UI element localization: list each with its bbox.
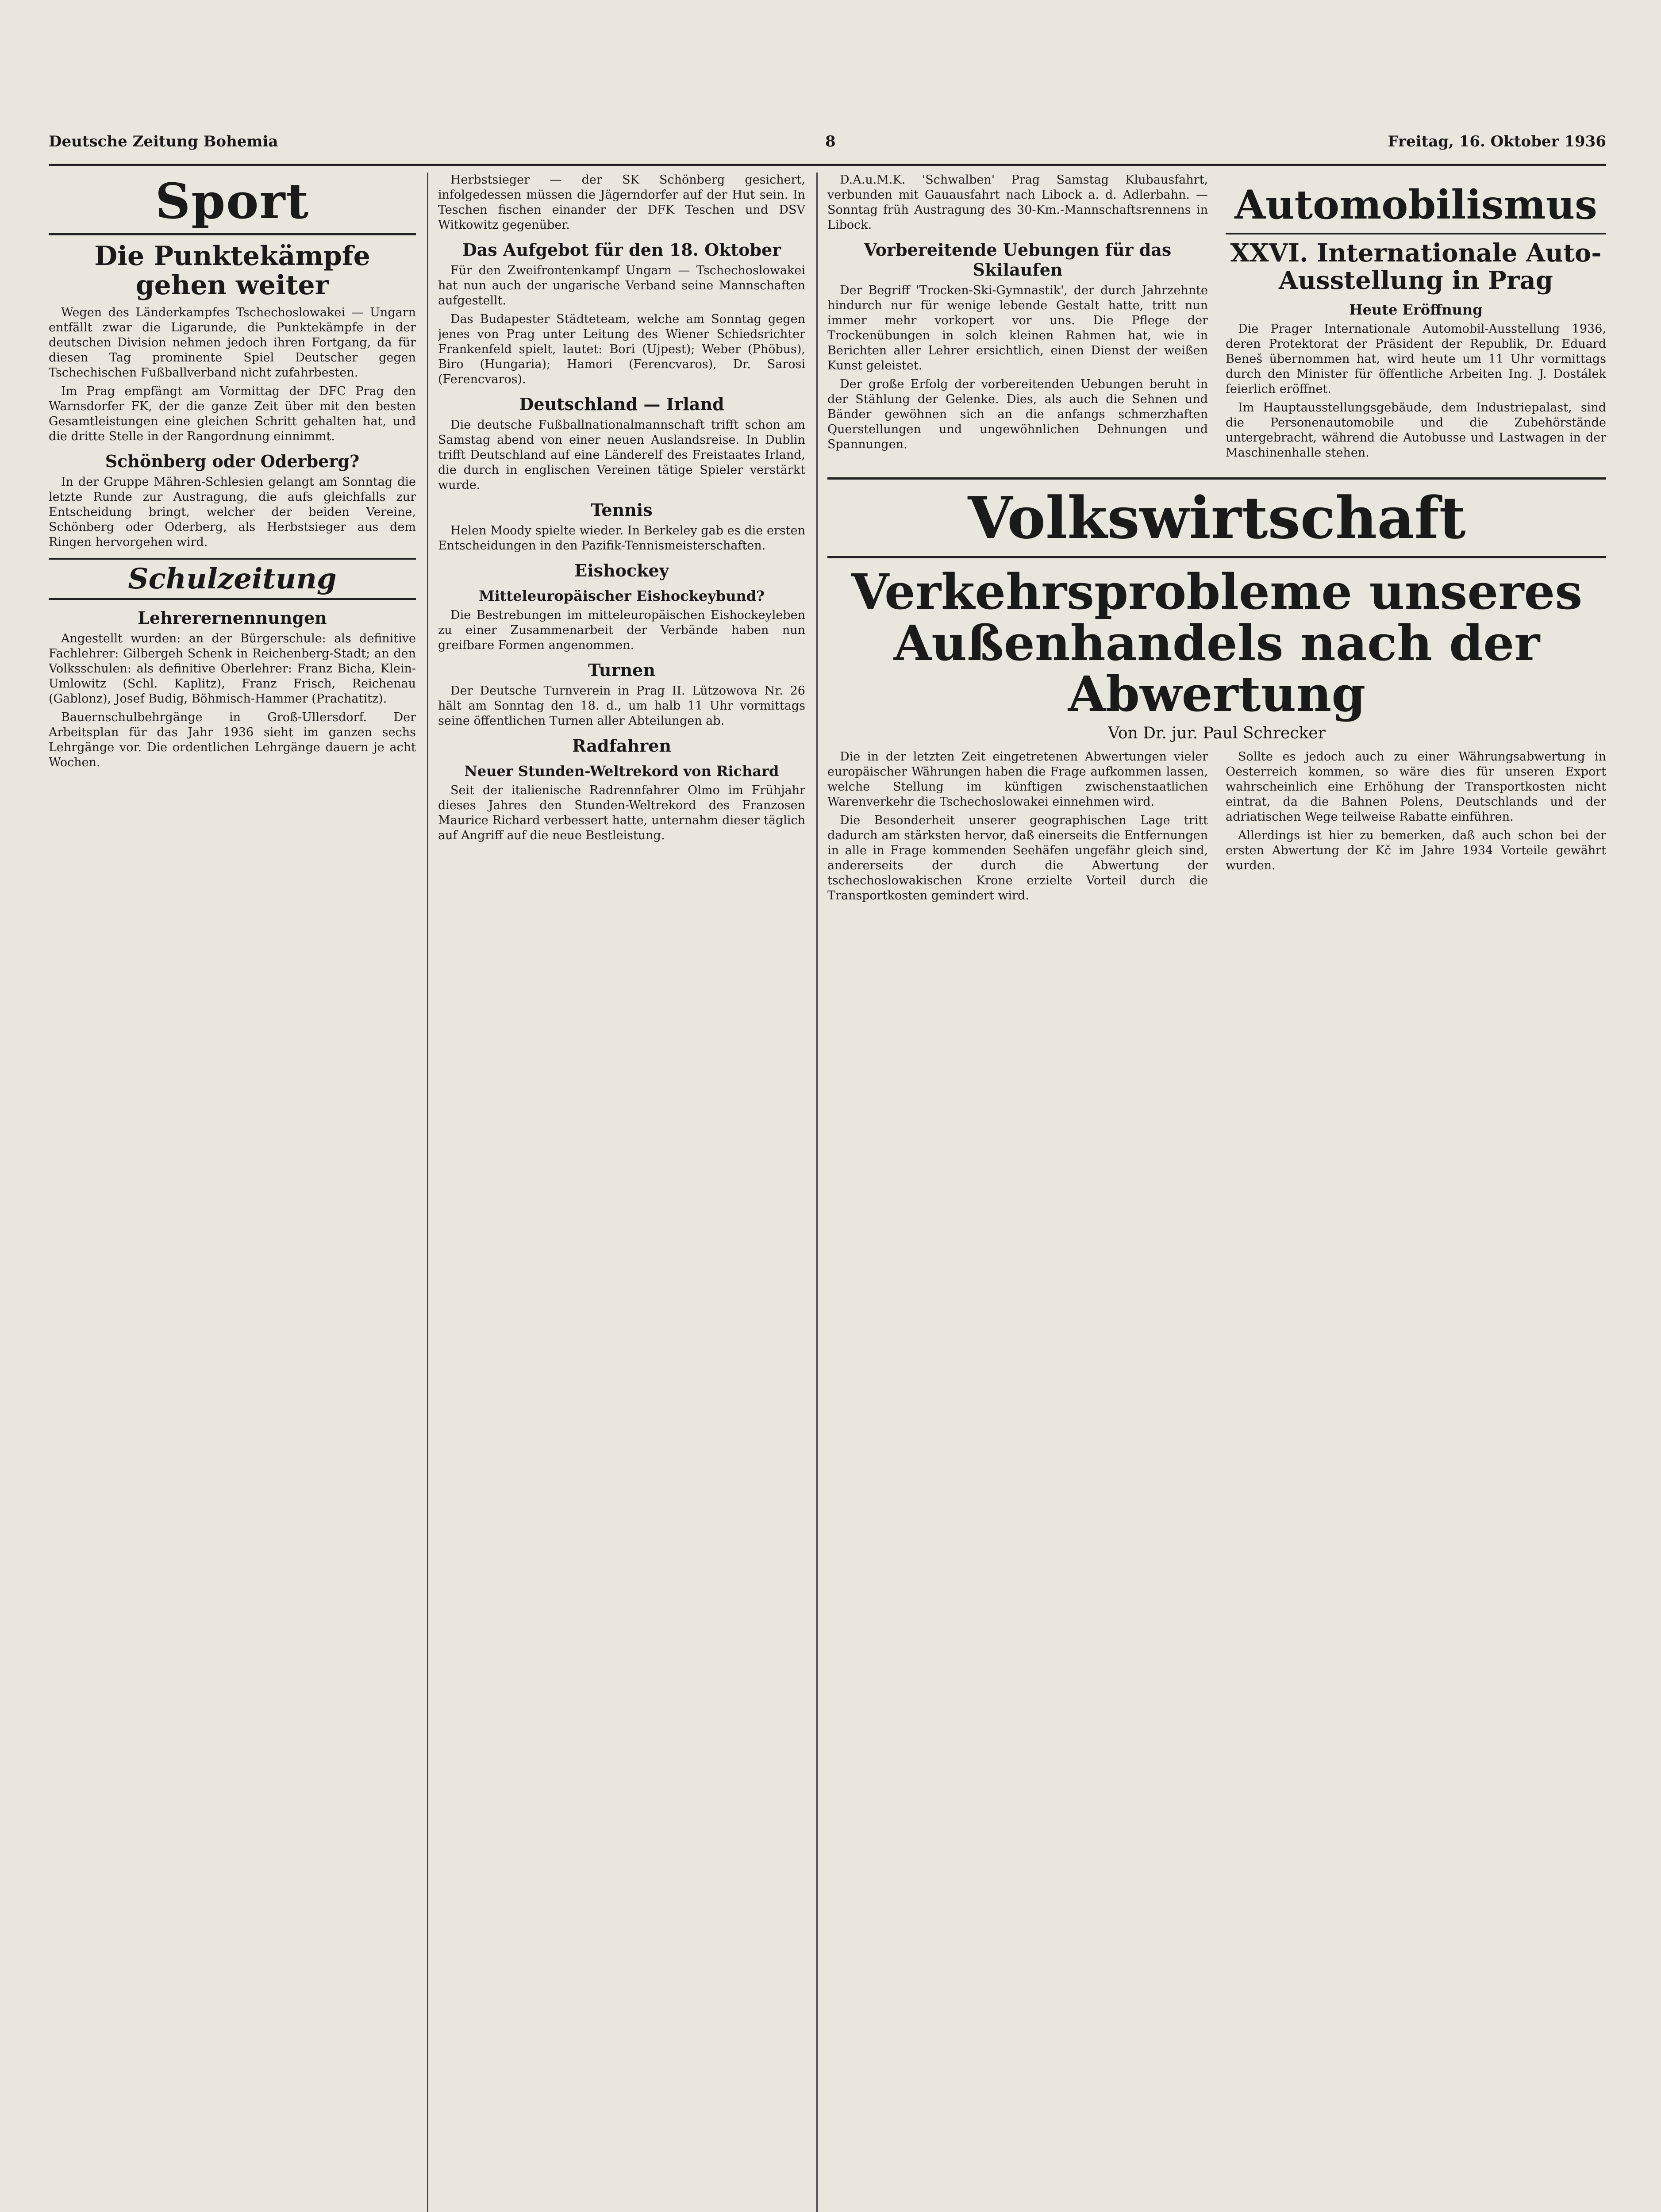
article-paragraph: Der große Erfolg der vorbereitenden Uebungen beruht in der Stählung der Gelenke. Dies, als auch die Sehnen und Bänder gewöhnen sich an die anfangs schmerzhaften Querstellungen und ungewöhnlichen Dehnungen und Spannungen. bbox=[827, 377, 1208, 452]
page-number: 8 bbox=[825, 133, 836, 150]
article-paragraph: Im Hauptausstellungsgebäude, dem Industriepalast, sind die Personenautomobile und die Zubehörstände untergebracht, während die Autobusse und Lastwagen in der Maschinenhalle stehen. bbox=[1226, 401, 1606, 460]
article-paragraph: D.A.u.M.K. 'Schwalben' Prag Samstag Klubausfahrt, verbunden mit Gauausfahrt nach Libock a. d. Adlerbahn. — Sonntag früh Austragung des 30-Km.-Mannschaftsrennens in Libock. bbox=[827, 173, 1208, 232]
article-headline: Die Punktekämpfe gehen weiter bbox=[94, 241, 370, 301]
upper-right-block bbox=[827, 173, 1606, 464]
article-paragraph: Die in der letzten Zeit eingetretenen Abwertungen vieler europäischer Währungen haben die Frage aufkommen lassen, welche Stellung im künftigen zwischenstaatlichen Warenverkehr die Tschechoslowakei einnehmen wird. bbox=[827, 749, 1208, 809]
section-title-auto: Automobilismus bbox=[1226, 181, 1606, 234]
section-label-turnen: Turnen bbox=[588, 660, 655, 680]
column-right bbox=[827, 173, 1606, 2212]
article-paragraph: Bauernschulbehrgänge in Groß-Ullersdorf. Der Arbeitsplan für das Jahr 1936 sieht im ganzen sechs Lehrgänge vor. Die ordentlichen Lehrgänge dauern je acht Wochen. bbox=[49, 710, 416, 770]
issue-date: Freitag, 16. Oktober 1936 bbox=[1388, 133, 1606, 150]
article-paragraph: Seit der italienische Radrennfahrer Olmo im Frühjahr dieses Jahres den Stunden-Weltrekord des Franzosen Maurice Richard verbessert hatte, unternahm dieser täglich auf Angriff auf die neue Bestleistung. bbox=[438, 783, 805, 843]
section-label-hockey: Eishockey bbox=[574, 561, 669, 581]
article-paragraph: In der Gruppe Mähren-Schlesien gelangt am Sonntag die letzte Runde zur Austragung, die aufs gleichfalls zur Entscheidung bringt, welcher der beiden Vereine, Schönberg oder Oderberg, als Herbstsieger aus dem Ringen hervorgehen wird. bbox=[49, 475, 416, 549]
auto-article bbox=[1226, 173, 1606, 464]
newspaper-page bbox=[49, 115, 1606, 2212]
article-headline: XXVI. Internationale Auto-Ausstellung in Prag bbox=[1230, 238, 1602, 295]
section-title-sport: Sport bbox=[49, 173, 416, 235]
article-paragraph: Für den Zweifrontenkampf Ungarn — Tschechoslowakei hat nun auch der ungarische Verband seine Mannschaften aufgestellt. bbox=[438, 264, 805, 308]
column-sport-continued bbox=[438, 173, 805, 2212]
section-title-school: Schulzeitung bbox=[49, 558, 416, 600]
column-divider bbox=[427, 173, 428, 2212]
article-paragraph: Im Prag empfängt am Vormittag der DFC Prag den Warnsdorfer FK, der die ganze Zeit über mit den besten Gesamtleistungen eine gleichen Schritt gehalten hat, und die dritte Stelle in der Rangordnung einnimmt. bbox=[49, 384, 416, 444]
article-paragraph: Die Bestrebungen im mitteleuropäischen Eishockeyleben zu einer Zusammenarbeit der Verbände haben nun greifbare Formen angenommen. bbox=[438, 608, 805, 653]
economy-article-body bbox=[827, 749, 1606, 907]
ski-article bbox=[827, 173, 1208, 464]
article-paragraph: Herbstsieger — der SK Schönberg gesichert, infolgedessen müssen die Jägerndorfer auf der Hut sein. In Teschen fischen einander der DFK Teschen und DSV Witkowitz gegenüber. bbox=[438, 173, 805, 232]
article-byline: Von Dr. jur. Paul Schrecker bbox=[1108, 724, 1326, 742]
section-title-economy: Volkswirtschaft bbox=[827, 477, 1606, 558]
article-subhead: Mitteleuropäischer Eishockeybund? bbox=[479, 588, 765, 605]
article-paragraph: Der Deutsche Turnverein in Prag II. Lützowova Nr. 26 hält am Sonntag den 18. d., um halb 11 Uhr vormittags seine öffentlichen Turnen aller Abteilungen ab. bbox=[438, 684, 805, 728]
masthead-name: Deutsche Zeitung Bohemia bbox=[49, 133, 278, 150]
article-paragraph: Allerdings ist hier zu bemerken, daß auch schon bei der ersten Abwertung der Kč im Jahre 1934 Vorteile gewährt wurden. bbox=[1226, 828, 1606, 872]
page-header bbox=[49, 133, 1606, 159]
article-paragraph: Die Besonderheit unserer geographischen Lage tritt dadurch am stärksten hervor, daß einerseits die Entfernungen in alle in Frage kommenden Seehäfen ungefähr gleich sind, andererseits der durch die Abwertung der tschechoslowakischen Krone erzielte Vorteil durch die Transportkosten gemindert wird. bbox=[827, 813, 1208, 902]
article-paragraph: Sollte es jedoch auch zu einer Währungsabwertung in Oesterreich kommen, so wäre dies für unseren Export wahrscheinlich eine Erhöhung der Transportkosten nicht eintrat, da die Bahnen Polens, Deutschlands und der adriatischen Wege teilweise Rabatte einführen. bbox=[1226, 749, 1606, 824]
article-headline: Lehrerernennungen bbox=[138, 608, 327, 628]
article-paragraph: Angestellt wurden: an der Bürgerschule: als definitive Fachlehrer: Gilbergeh Schenk in Reichenberg-Stadt; an den Volksschulen: als definitive Oberlehrer: Franz Bicha, Klein-Umlowitz (Schl. Kaplitz), Franz Frisch, Reichenau (Gablonz), Josef Budig, Böhmisch-Hammer (Prachatitz). bbox=[49, 632, 416, 706]
article-headline: Verkehrsprobleme unseres Außenhandels nach der Abwertung bbox=[851, 563, 1583, 723]
article-subhead: Neuer Stunden-Weltrekord von Richard bbox=[464, 763, 779, 780]
article-paragraph: Der Begriff 'Trocken-Ski-Gymnastik', der durch Jahrzehnte hindurch nur für wenige lebende Gestalt hatte, tritt nun immer mehr vorkopert vor uns. Die Pflege der Trockenübungen in solch kleinen Rahmen hat, wie in Berichten aller Lehrer ersichtlich, einen Dienst der weißen Kunst geleistet. bbox=[827, 284, 1208, 373]
article-paragraph: Die Prager Internationale Automobil-Ausstellung 1936, deren Protektorat der Präsident der Republik, Dr. Eduard Beneš übernommen hat, wird heute um 11 Uhr vormittags durch den Minister für öffentliche Arbeiten Ing. J. Dostálek feierlich eröffnet. bbox=[1226, 322, 1606, 396]
article-subhead: Das Aufgebot für den 18. Oktober bbox=[462, 240, 781, 260]
section-label-cycling: Radfahren bbox=[572, 736, 672, 756]
article-paragraph: Wegen des Länderkampfes Tschechoslowakei — Ungarn entfällt zwar die Ligarunde, die Punktekämpfe in der deutschen Division nehmen jedoch ihren Fortgang, da für diesen Tag prominente Spiel Deutscher gegen Tschechischen Fußballverband nicht zufahrbesten. bbox=[49, 306, 416, 380]
column-sport bbox=[49, 173, 416, 2212]
article-subhead: Schönberg oder Oderberg? bbox=[105, 451, 360, 472]
article-subhead: Heute Eröffnung bbox=[1349, 301, 1483, 319]
article-paragraph: Das Budapester Städteteam, welche am Sonntag gegen jenes von Prag unter Leitung des Wiener Schiedsrichter Frankenfeld spielt, lautet: Bori (Ujpest); Weber (Phöbus), Biro (Hungaria); Hamori (Ferencvaros), Dr. Sarosi (Ferencvaros). bbox=[438, 312, 805, 387]
column-divider bbox=[816, 173, 818, 2212]
section-label-tennis: Tennis bbox=[591, 500, 653, 520]
article-subhead: Deutschland — Irland bbox=[519, 394, 724, 415]
header-rule bbox=[49, 164, 1606, 166]
article-subhead: Vorbereitende Uebungen für das Skilaufen bbox=[864, 240, 1172, 280]
article-paragraph: Die deutsche Fußballnationalmannschaft trifft schon am Samstag abend von einer neuen Auslandsreise. In Dublin trifft Deutschland auf eine Länderelf des Freistaates Irland, die durch in englischen Vereinen tätige Spieler verstärkt wurde. bbox=[438, 418, 805, 492]
article-paragraph: Helen Moody spielte wieder. In Berkeley gab es die ersten Entscheidungen in den Pazifik-Tennismeisterschaften. bbox=[438, 524, 805, 553]
